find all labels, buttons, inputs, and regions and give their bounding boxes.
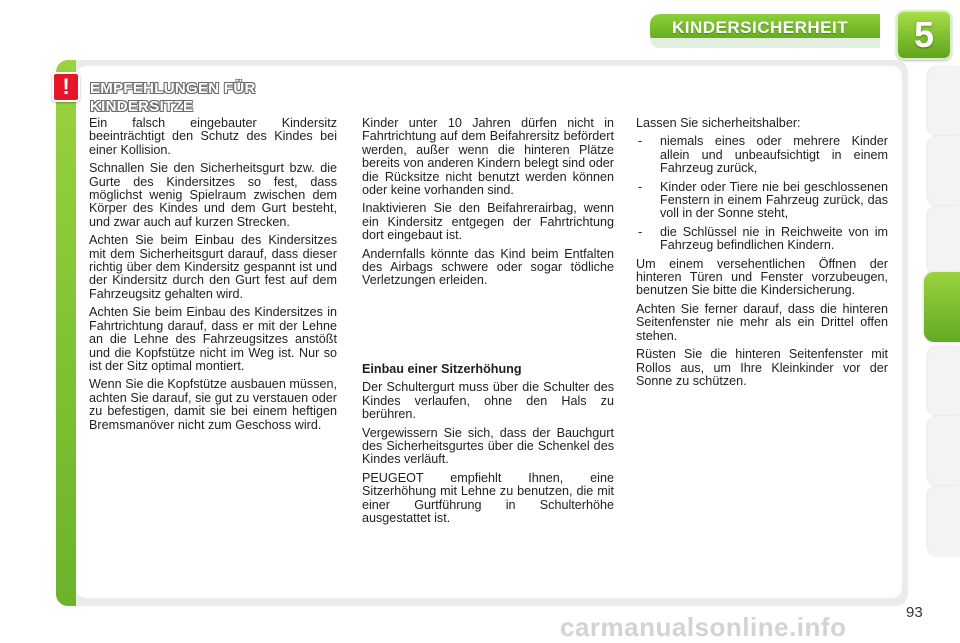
paragraph: Achten Sie ferner darauf, dass die hinteren Seitenfenster nie mehr als ein Drittel offen stehen. — [636, 301, 888, 343]
paragraph: Um einem versehentlichen Öffnen der hinteren Türen und Fenster vorzubeugen, benutzen Sie bitte die Kindersicherung. — [636, 256, 888, 298]
paragraph: Lassen Sie sicherheitshalber: — [636, 116, 801, 130]
paragraph: Andernfalls könnte das Kind beim Entfalten des Airbags schwere oder sogar tödliche Verletzungen erleiden. — [362, 246, 614, 288]
list-item: - Kinder oder Tiere nie bei geschlossenen Fenstern in einem Fahrzeug zurück, das voll in der Sonne steht, — [636, 181, 888, 221]
section-title-line-1: EMPFEHLUNGEN FÜR — [90, 80, 256, 97]
chapter-number-badge: 5 — [896, 10, 952, 60]
list-item: - niemals eines oder mehrere Kinder allein und unbeaufsichtigt in einem Fahrzeug zurück, — [636, 135, 888, 175]
watermark: carmanualsonline.info — [560, 612, 847, 642]
paragraph: Achten Sie beim Einbau des Kindersitzes in Fahrtrichtung darauf, dass er mit der Lehne an die Lehne des Fahrzeugsitzes anstößt und die Kopfstütze nicht im Weg ist. Nur so ist der Sitz optimal montiert. — [89, 305, 337, 373]
text-column-1 — [89, 117, 337, 437]
section-title-line-2: KINDERSITZE — [90, 98, 194, 115]
paragraph: Kinder unter 10 Jahren dürfen nicht in Fahrtrichtung auf dem Beifahrersitz befördert werden, außer wenn die hinteren Plätze bereits von anderen Kindern belegt sind oder die Rücksitze nicht benutzt werden können oder keine vorhanden sind. — [362, 116, 614, 198]
text-column-2-booster-section — [362, 363, 614, 530]
paragraph: Der Schultergurt muss über die Schulter des Kindes verlaufen, ohne den Hals zu berühren. — [362, 380, 614, 422]
paragraph: Wenn Sie die Kopfstütze ausbauen müssen, achten Sie darauf, sie gut zu verstauen oder zu befestigen, damit sie bei einem heftigen Bremsmanöver nicht zum Geschoss wird. — [89, 377, 337, 432]
chapter-tab-8[interactable] — [928, 486, 960, 556]
paragraph: Vergewissern Sie sich, dass der Bauchgurt des Sicherheitsgurtes über die Schenkel des Kindes verläuft. — [362, 425, 614, 467]
dash-list — [636, 135, 888, 252]
chapter-title: KINDERSICHERHEIT — [672, 18, 849, 37]
chapter-tab-5-active[interactable] — [924, 272, 960, 342]
panel-left-strip — [56, 60, 76, 606]
subheading: Einbau einer Sitzerhöhung — [362, 362, 522, 376]
paragraph: Ein falsch eingebauter Kindersitz beeinträchtigt den Schutz des Kindes bei einer Kollision. — [89, 116, 337, 157]
section-title — [90, 80, 330, 116]
exclamation-warning-icon: ! — [52, 72, 80, 102]
text-column-3 — [636, 117, 888, 393]
paragraph: Achten Sie beim Einbau des Kindersitzes mit dem Sicherheitsgurt darauf, dass dieser richtig über dem Kindersitz gespannt ist und der Kindersitz durch den Gurt fest auf dem Fahrzeugsitz gehalten wird. — [89, 233, 337, 301]
chapter-tab-7[interactable] — [928, 416, 960, 486]
chapter-tab-6[interactable] — [928, 346, 960, 416]
paragraph: Rüsten Sie die hinteren Seitenfenster mit Rollos aus, um Ihre Kleinkinder vor der Sonne zu schützen. — [636, 347, 888, 388]
paragraph: Schnallen Sie den Sicherheitsgurt bzw. die Gurte des Kindersitzes so fest, dass möglichst wenig Spielraum zwischen dem Körper des Kindes und dem Gurt besteht, und zwar auch auf kurzen Strecken. — [89, 161, 337, 229]
list-item: - die Schlüssel nie in Reichweite von im Fahrzeug befindlichen Kindern. — [636, 226, 888, 253]
chapter-tab-2[interactable] — [928, 136, 960, 206]
paragraph: PEUGEOT empfiehlt Ihnen, eine Sitzerhöhung mit Lehne zu benutzen, die mit einer Gurtführung in Schulterhöhe ausgestattet ist. — [362, 470, 614, 526]
chapter-tab-1[interactable] — [928, 66, 960, 136]
text-column-2 — [362, 117, 614, 293]
chapter-tab-3[interactable] — [928, 206, 960, 276]
paragraph: Inaktivieren Sie den Beifahrerairbag, wenn ein Kindersitz entgegen der Fahrtrichtung dort eingebaut ist. — [362, 201, 614, 243]
page-number: 93 — [906, 604, 923, 621]
